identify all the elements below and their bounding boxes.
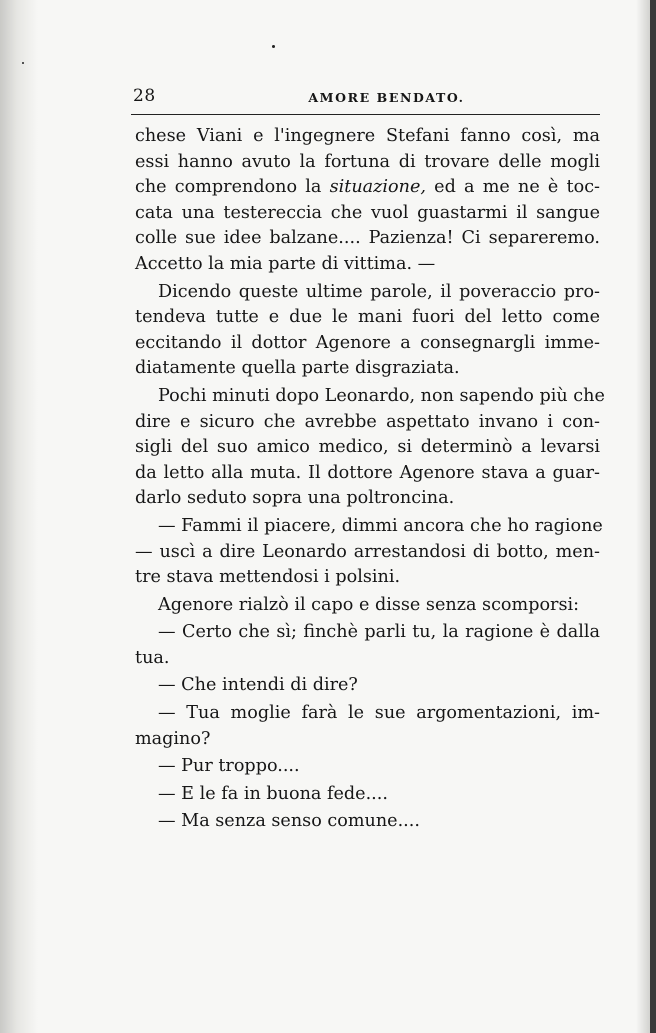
text-line: Dicendo queste ultime parole, il poveraccio pro- (158, 281, 600, 302)
text-line: magino? (135, 728, 211, 749)
text-line: — Tua moglie farà le sue argomentazioni, im- (158, 703, 600, 724)
text-fragment: che comprendono la (135, 177, 330, 198)
text-line: — Fammi il piacere, dimmi ancora che ho ragione (158, 515, 603, 536)
text-line: Agenore rialzò il capo e disse senza scomporsi: (158, 594, 580, 615)
emphasized-word: situazione, (329, 177, 426, 198)
text-line: — uscì a dire Leonardo arrestandosi di botto, men- (135, 541, 600, 562)
text-line: Pochi minuti dopo Leonardo, non sapendo più che (158, 385, 605, 406)
text-line: — Ma senza senso comune.... (158, 811, 420, 832)
text-line: tre stava mettendosi i polsini. (135, 567, 401, 588)
text-line: diatamente quella parte disgraziata. (135, 358, 460, 379)
page-edge (650, 0, 656, 1033)
page-header (133, 86, 600, 108)
body-text (135, 124, 605, 835)
page-edge-fade (636, 0, 650, 1033)
text-line: — E le fa in buona fede.... (158, 783, 388, 804)
paper-speck (22, 62, 24, 64)
text-line: dire e sicuro che avrebbe aspettato invano i con- (135, 411, 600, 432)
text-line: da letto alla muta. Il dottore Agenore stava a guar- (135, 462, 600, 483)
text-line: Accetto la mia parte di vittima. — (135, 253, 436, 274)
text-line: chese Viani e l'ingegnere Stefani fanno così, ma (135, 126, 600, 146)
text-line: darlo seduto sopra una poltroncina. (135, 488, 455, 509)
text-line: eccitando il dottor Agenore a consegnargli imme- (135, 332, 600, 353)
text-line: — Che intendi di dire? (158, 675, 358, 696)
header-rule (131, 114, 600, 115)
text-line: sigli del suo amico medico, si determinò a levarsi (135, 437, 600, 458)
paper-speck (272, 45, 275, 48)
text-line: essi hanno avuto la fortuna di trovare delle mogli (135, 151, 600, 172)
text-line: tua. (135, 647, 170, 668)
text-fragment: ed a me ne è toc- (425, 177, 600, 198)
text-line: — Certo che sì; finchè parli tu, la ragione è dalla (158, 622, 600, 643)
text-line: colle sue idee balzane.... Pazienza! Ci separeremo. (135, 228, 600, 249)
running-title: AMORE BENDATO. (308, 90, 465, 105)
text-line: cata una testereccia che vuol guastarmi il sangue (135, 202, 600, 223)
text-line: — Pur troppo.... (158, 756, 300, 777)
text-line: tendeva tutte e due le mani fuori del letto come (135, 307, 600, 328)
text-line (135, 175, 600, 201)
page-number: 28 (133, 86, 156, 106)
page-gutter-shadow (0, 0, 38, 1033)
